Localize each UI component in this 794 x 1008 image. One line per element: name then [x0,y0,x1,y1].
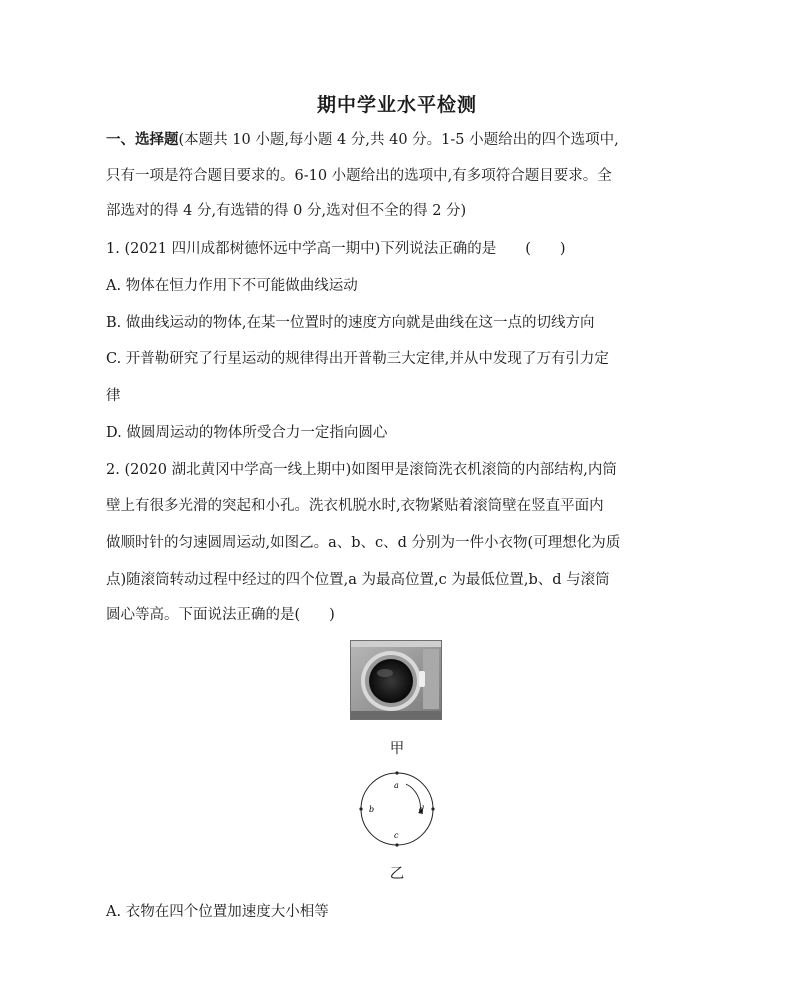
point-a-dot [395,771,398,774]
point-c-dot [395,843,398,846]
q1-option-a: A. 物体在恒力作用下不可能做曲线运动 [106,278,358,294]
page-title: 期中学业水平检测 [316,94,477,116]
q2-stem-line-3: 做顺时针的匀速圆周运动,如图乙。a、b、c、d 分别为一件小衣物(可理想化为质 [106,535,621,551]
q1-option-d: D. 做圆周运动的物体所受合力一定指向圆心 [106,425,388,441]
washing-machine-photo [350,640,442,720]
q1-option-b: B. 做曲线运动的物体,在某一位置时的速度方向就是曲线在这一点的切线方向 [106,315,595,331]
q1-option-c-line-2: 律 [106,388,121,404]
q2-stem-line-1: 2. (2020 湖北黄冈中学高一线上期中)如图甲是滚筒洗衣机滚筒的内部结构,内筒 [106,462,617,478]
label-d: d [419,805,425,814]
section-heading: 一、选择题 [106,132,179,148]
q1-stem: 1. (2021 四川成都树德怀远中学高一期中)下列说法正确的是 ( ) [106,241,566,257]
q2-stem-line-5: 圆心等高。下面说法正确的是( ) [106,607,335,623]
label-b: b [369,805,375,814]
q2-stem-line-4: 点)随滚筒转动过程中经过的四个位置,a 为最高位置,c 为最低位置,b、d 与滚筒 [106,572,610,588]
q2-option-a: A. 衣物在四个位置加速度大小相等 [106,904,329,920]
section-intro-line-2: 只有一项是符合题目要求的。6-10 小题给出的选项中,有多项符合题目要求。全 [106,168,612,184]
section-intro-line-3: 部选对的得 4 分,有选错的得 0 分,选对但不全的得 2 分) [106,203,467,219]
circular-motion-diagram [356,768,438,850]
figure-1-caption: 甲 [389,741,405,757]
q2-stem-line-2: 壁上有很多光滑的突起和小孔。洗衣机脱水时,衣物紧贴着滚筒壁在竖直平面内 [106,498,604,514]
q1-option-c-line-1: C. 开普勒研究了行星运动的规律得出开普勒三大定律,并从中发现了万有引力定 [106,351,609,367]
point-b-dot [359,807,362,810]
label-c: c [394,831,399,840]
label-a: a [394,781,399,790]
figure-2-caption: 乙 [389,866,405,882]
section-intro-line-1 [106,130,706,150]
section-intro-text-1: (本题共 10 小题,每小题 4 分,共 40 分。1-5 小题给出的四个选项中, [178,132,619,148]
point-d-dot [431,807,434,810]
